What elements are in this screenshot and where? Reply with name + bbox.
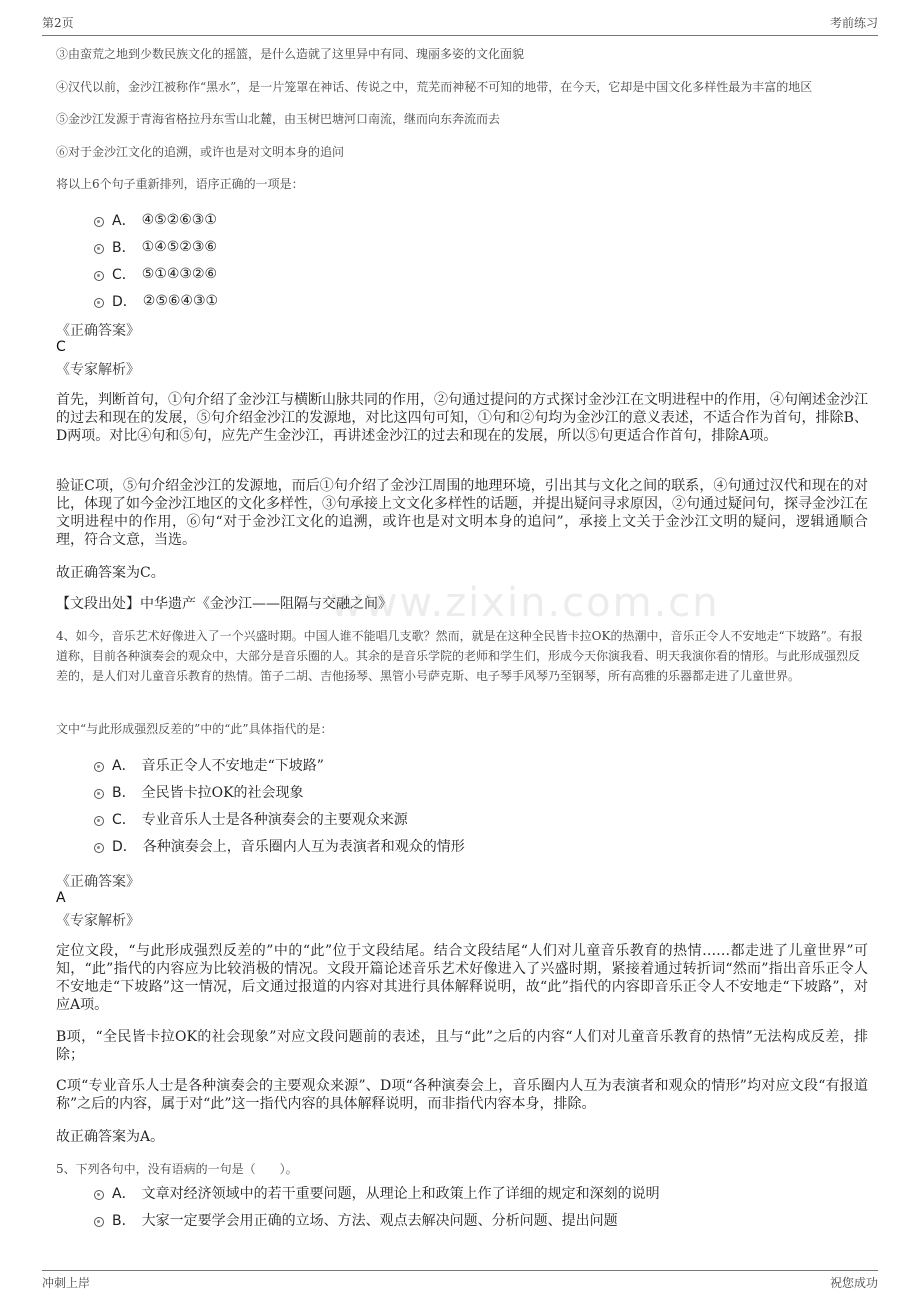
q3-option-c[interactable]: C． ⑤①④③②⑥ xyxy=(94,264,217,284)
analysis-paragraph: B项，“全民皆卡拉OK的社会现象”对应文段问题前的表述，且与“此”之后的内容“人们对儿童音乐教育的热情”无法构成反差，排除； xyxy=(56,1029,868,1063)
radio-icon[interactable] xyxy=(94,298,104,308)
q5-option-b[interactable]: B． 大家一定要学会用正确的立场、方法、观点去解决问题、分析问题、提出问题 xyxy=(94,1210,618,1230)
analysis-paragraph: 首先，判断首句，①句介绍了金沙江与横断山脉共同的作用，②句通过提问的方式探讨金沙江在文明进程中的作用，④句阐述金沙江的过去和现在的发展，⑤句介绍金沙江的发源地，对比这四句可知，①句和②句均为金沙江的意义表述，不适合作为首句，排除B、D两项。对比④句和⑤句，应先产生金沙江，再讲述金沙江的过去和现在的发展，所以⑤句更适合作首句，排除A项。 xyxy=(56,392,868,444)
q3-sentence: ⑥对于金沙江文化的追溯，或许也是对文明本身的追问 xyxy=(56,145,345,159)
q3-sentence: ④汉代以前，金沙江被称作“黑水”，是一片笼罩在神话、传说之中，荒芜而神秘不可知的地带，在今天，它却是中国文化多样性最为丰富的地区 xyxy=(56,80,813,94)
radio-icon[interactable] xyxy=(94,843,104,853)
radio-icon[interactable] xyxy=(94,271,104,281)
q3-sentence: ⑤金沙江发源于青海省格拉丹东雪山北麓，由玉树巴塘河口南流，继而向东奔流而去 xyxy=(56,112,501,126)
footer-left: 冲刺上岸 xyxy=(42,1276,91,1290)
footer-right: 祝您成功 xyxy=(829,1276,878,1290)
q5-stem: 5、下列各句中，没有语病的一句是（ ）。 xyxy=(56,1162,298,1176)
page-header xyxy=(42,14,878,36)
analysis-paragraph: 定位文段，“与此形成强烈反差的”中的“此”位于文段结尾。结合文段结尾“人们对儿童音乐教育的热情……都走进了儿童世界”可知，“此”指代的内容应为比较消极的情况。文段开篇论述音乐艺术好像进入了兴盛时期，紧接着通过转折词“然而”指出音乐正令人不安地走“下坡路”这一情况，后文通过报道的内容对其进行具体解释说明，故“此”指代的内容即音乐正令人不安地走“下坡路”，对应A项。 xyxy=(56,943,868,1013)
analysis-conclusion: 故正确答案为C。 xyxy=(56,565,165,581)
q4-option-a[interactable]: A． 音乐正令人不安地走“下坡路” xyxy=(94,755,324,775)
q4-option-b[interactable]: B． 全民皆卡拉OK的社会现象 xyxy=(94,782,304,802)
q4-option-d[interactable]: D． 各种演奏会上，音乐圈内人互为表演者和观众的情形 xyxy=(94,836,465,856)
radio-icon[interactable] xyxy=(94,1217,104,1227)
header-title: 考前练习 xyxy=(829,16,878,30)
q4-option-c[interactable]: C． 专业音乐人士是各种演奏会的主要观众来源 xyxy=(94,809,408,829)
radio-icon[interactable] xyxy=(94,762,104,772)
answer-label: 《正确答案》 xyxy=(56,323,140,339)
analysis-paragraph: C项“专业音乐人士是各种演奏会的主要观众来源”、D项“各种演奏会上，音乐圈内人互为表演者和观众的情形”均对应文段“有报道称”之后的内容，属于对“此”这一指代内容的具体解释说明，而非指代内容本身，排除。 xyxy=(56,1078,868,1112)
radio-icon[interactable] xyxy=(94,789,104,799)
watermark: www.zixin.com.cn xyxy=(330,580,720,626)
q3-option-a[interactable]: A． ④⑤②⑥③① xyxy=(94,210,217,230)
radio-icon[interactable] xyxy=(94,816,104,826)
q3-option-b[interactable]: B． ①④⑤②③⑥ xyxy=(94,237,217,257)
analysis-label: 《专家解析》 xyxy=(56,913,140,929)
q3-prompt: 将以上6个句子重新排列，语序正确的一项是： xyxy=(56,177,304,191)
radio-icon[interactable] xyxy=(94,244,104,254)
correct-answer: A xyxy=(56,890,66,906)
analysis-label: 《专家解析》 xyxy=(56,362,140,378)
q4-stem: 4、如今，音乐艺术好像进入了一个兴盛时期。中国人谁不能唱几支歌？然而，就是在这种全民皆卡拉OK的热潮中，音乐正令人不安地走“下坡路”。有报道称，目前各种演奏会的观众中，大部分是音乐圈的人。其余的是音乐学院的老师和学生们，形成今天你演我看、明天我演你看的情形。与此形成强烈反差的，是人们对儿童音乐教育的热情。笛子二胡、吉他扬琴、黑管小号萨克斯、电子琴手风琴乃至钢琴，所有高雅的乐器都走进了儿童世界。 xyxy=(56,629,863,683)
page-footer xyxy=(42,1270,878,1291)
correct-answer: C xyxy=(56,339,66,355)
q3-sentence: ③由蛮荒之地到少数民族文化的摇篮，是什么造就了这里异中有同、瑰丽多姿的文化面貌 xyxy=(56,47,525,61)
radio-icon[interactable] xyxy=(94,1190,104,1200)
page-number: 第2页 xyxy=(42,16,74,30)
q4-prompt: 文中“与此形成强烈反差的”中的“此”具体指代的是： xyxy=(56,722,333,736)
answer-label: 《正确答案》 xyxy=(56,874,140,890)
analysis-conclusion: 故正确答案为A。 xyxy=(56,1129,165,1145)
q5-option-a[interactable]: A． 文章对经济领域中的若干重要问题，从理论上和政策上作了详细的规定和深刻的说明 xyxy=(94,1183,660,1203)
radio-icon[interactable] xyxy=(94,217,104,227)
source-note: 【文段出处】中华遗产《金沙江——阻隔与交融之间》 xyxy=(56,596,392,612)
q3-option-d[interactable]: D． ②⑤⑥④③① xyxy=(94,291,218,311)
analysis-paragraph: 验证C项，⑤句介绍金沙江的发源地，而后①句介绍了金沙江周围的地理环境，引出其与文化之间的联系，④句通过汉代和现在的对比，体现了如今金沙江地区的文化多样性，③句承接上文文化多样性的话题，并提出疑问寻求原因，②句通过疑问句，探寻金沙江在文明进程中的作用，⑥句“对于金沙江文化的追溯，或许也是对文明本身的追问”，承接上文关于金沙江文明的疑问，逻辑通顺合理，符合文意，当选。 xyxy=(56,478,868,548)
